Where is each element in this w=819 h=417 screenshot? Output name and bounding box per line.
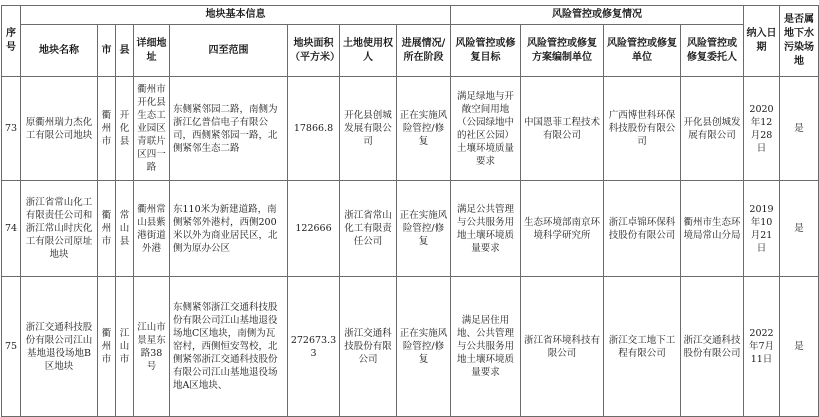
header-progress: 进展情况/所在阶段 (397, 25, 451, 77)
cell-plan-unit: 生态环境部南京环境科学研究所 (521, 181, 604, 277)
header-groundwater: 是否属地下水污染场地 (780, 6, 819, 77)
cell-target: 满足绿地与开敞空间用地（公园绿地中的社区公园）土壤环境质量要求 (451, 77, 521, 181)
cell-boundary: 东侧紧邻园二路，南侧为浙江亿普信电子有限公司，西侧紧邻园一路，北侧紧邻生态二路 (170, 77, 288, 181)
table-row (2, 277, 819, 417)
cell-plan-unit: 浙江省环境科技有限公司 (521, 277, 604, 417)
cell-owner: 浙江省常山化工有限责任公司 (340, 181, 397, 277)
cell-groundwater: 是 (780, 277, 819, 417)
cell-area: 272673.33 (288, 277, 340, 417)
cell-groundwater: 是 (780, 77, 819, 181)
cell-target: 满足居住用地、公共管理与公共服务用地土壤环境质量要求 (451, 277, 521, 417)
header-target: 风险管控或修复目标 (451, 25, 521, 77)
cell-plan-unit: 中国恩菲工程技术有限公司 (521, 77, 604, 181)
header-boundary: 四至范围 (170, 25, 288, 77)
cell-plot-name: 浙江省常山化工有限责任公司和浙江常山时庆化工有限公司原址地块 (21, 181, 98, 277)
cell-seq: 74 (2, 181, 21, 277)
header-impl-unit: 风险管控或修复单位 (604, 25, 681, 77)
cell-city: 衢州市 (98, 77, 116, 181)
header-group-risk-control: 风险管控或修复情况 (451, 6, 744, 25)
cell-progress: 正在实施风险管控/修复 (397, 181, 451, 277)
contaminated-site-registry-table (1, 5, 819, 417)
cell-seq: 75 (2, 277, 21, 417)
cell-date: 2019年10月21日 (744, 181, 780, 277)
cell-progress: 正在实施风险管控/修复 (397, 277, 451, 417)
cell-owner: 浙江交通科技股份有限公司 (340, 277, 397, 417)
cell-client: 浙江交通科技股份有限公司 (681, 277, 744, 417)
cell-impl-unit: 广西博世科环保科技股份有限公司 (604, 77, 681, 181)
cell-county: 江山市 (116, 277, 134, 417)
header-group-basic-info: 地块基本信息 (21, 6, 451, 25)
cell-client: 开化县创城发展有限公司 (681, 77, 744, 181)
cell-address: 衢州市开化县生态工业园区青联片区四一路 (134, 77, 170, 181)
cell-address: 衢州常山县紫港街道外港 (134, 181, 170, 277)
cell-owner: 开化县创城发展有限公司 (340, 77, 397, 181)
header-inclusion-date: 纳入日期 (744, 6, 780, 77)
cell-county: 开化县 (116, 77, 134, 181)
cell-plot-name: 原衢州瑞力杰化工有限公司地块 (21, 77, 98, 181)
header-row-columns (2, 25, 819, 77)
header-owner: 土地使用权人 (340, 25, 397, 77)
cell-impl-unit: 浙江交工地下工程有限公司 (604, 277, 681, 417)
cell-plot-name: 浙江交通科技股份有限公司江山基地退役场地B区地块 (21, 277, 98, 417)
cell-seq: 73 (2, 77, 21, 181)
header-area: 地块面积（平方米） (288, 25, 340, 77)
header-plot-name: 地块名称 (21, 25, 98, 77)
header-city: 市 (98, 25, 116, 77)
header-county: 县 (116, 25, 134, 77)
cell-impl-unit: 浙江卓锦环保科技股份有限公司 (604, 181, 681, 277)
cell-area: 17866.8 (288, 77, 340, 181)
table-row (2, 77, 819, 181)
cell-address: 江山市景星东路38号 (134, 277, 170, 417)
cell-boundary: 东110米为新建道路，南侧紧邻外港村，西侧200米以外为商业居民区，北侧为原办公区 (170, 181, 288, 277)
header-client: 风险管控或修复委托人 (681, 25, 744, 77)
header-seq: 序号 (2, 6, 21, 77)
cell-boundary: 东侧紧邻浙江交通科技股份有限公司江山基地退役场地C区地块，南侧为瓦窑村，西侧恒安驾校，北侧紧邻浙江交通科技股份有限公司江山基地退役场地A区地块、 (170, 277, 288, 417)
cell-date: 2020年12月28日 (744, 77, 780, 181)
cell-county: 常山县 (116, 181, 134, 277)
cell-date: 2022年7月11日 (744, 277, 780, 417)
cell-progress: 正在实施风险管控/修复 (397, 77, 451, 181)
cell-target: 满足公共管理与公共服务用地土壤环境质量要求 (451, 181, 521, 277)
header-address: 详细地址 (134, 25, 170, 77)
cell-client: 衢州市生态环境局常山分局 (681, 181, 744, 277)
table-row (2, 181, 819, 277)
header-row-group (2, 6, 819, 25)
header-plan-unit: 风险管控或修复方案编制单位 (521, 25, 604, 77)
cell-city: 衢州市 (98, 181, 116, 277)
cell-area: 122666 (288, 181, 340, 277)
cell-groundwater: 是 (780, 181, 819, 277)
cell-city: 衢州市 (98, 277, 116, 417)
